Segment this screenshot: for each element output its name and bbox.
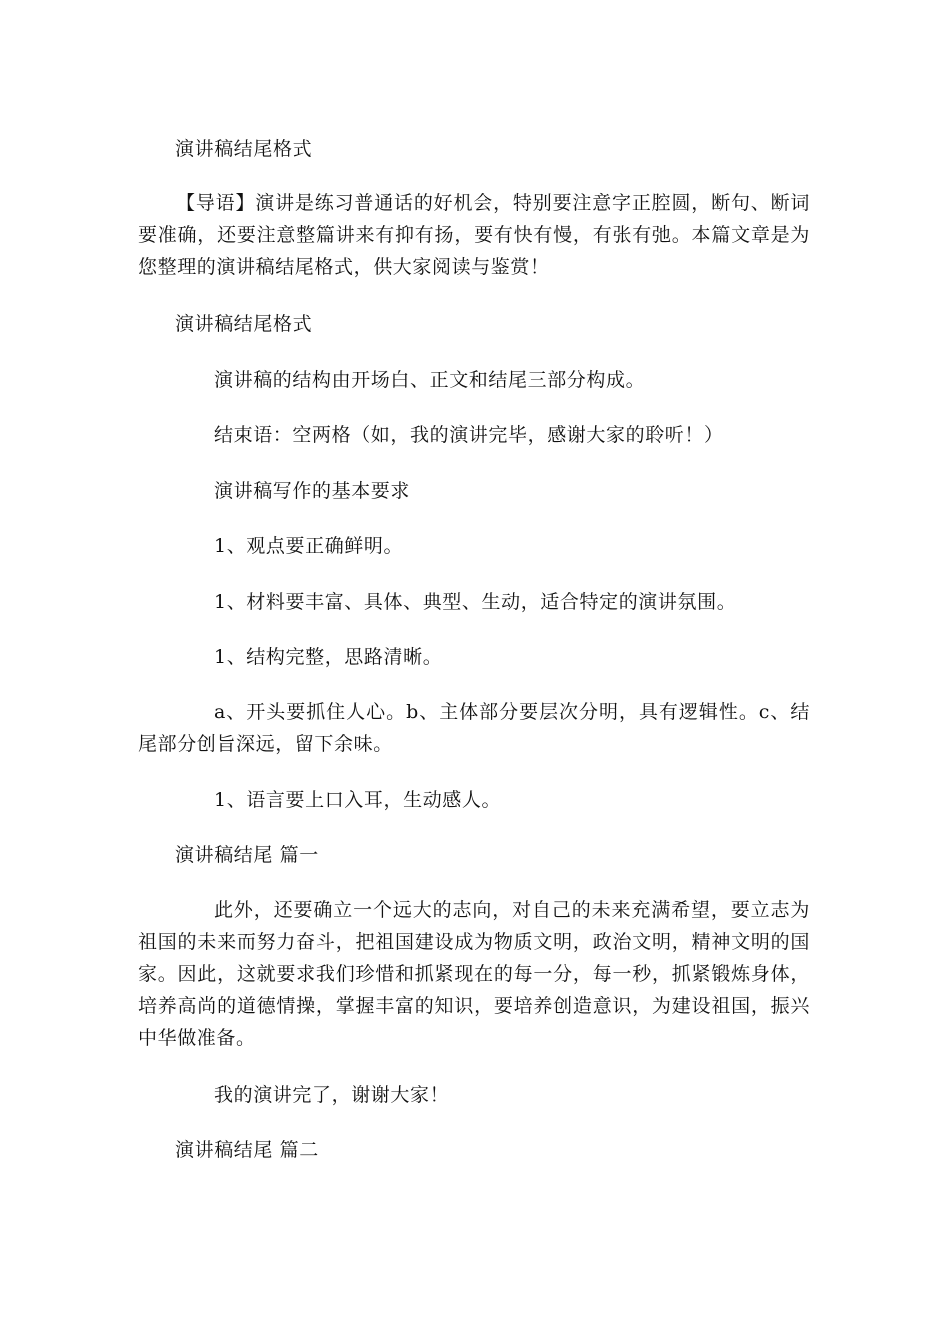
requirement-item: 1、观点要正确鲜明。 bbox=[214, 535, 404, 557]
document-title: 演讲稿结尾格式 bbox=[175, 138, 313, 160]
requirement-item: 1、语言要上口入耳，生动感人。 bbox=[214, 789, 502, 811]
part2-heading: 演讲稿结尾 篇二 bbox=[175, 1139, 319, 1161]
part1-body: 此外，还要确立一个远大的志向，对自己的未来充满希望，要立志为祖国的未来而努力奋斗，把祖国建设成为物质文明，政治文明，精神文明的国家。因此，这就要求我们珍惜和抓紧现在的每一分，每一秒，抓紧锻炼身体，培养高尚的道德情操，掌握丰富的知识，要培养创造意识，为建设祖国，振兴中华做准备。 bbox=[138, 899, 810, 1049]
intro-paragraph: 【导语】演讲是练习普通话的好机会，特别要注意字正腔圆，断句、断词要准确，还要注意整篇讲来有抑有扬，要有快有慢，有张有弛。本篇文章是为您整理的演讲稿结尾格式，供大家阅读与鉴赏！ bbox=[138, 192, 810, 278]
requirement-item: 1、材料要丰富、具体、典型、生动，适合特定的演讲氛围。 bbox=[214, 591, 737, 613]
part1-heading: 演讲稿结尾 篇一 bbox=[175, 844, 319, 866]
requirement-item: 1、结构完整，思路清晰。 bbox=[214, 646, 443, 668]
part1-end: 我的演讲完了，谢谢大家！ bbox=[214, 1084, 450, 1106]
section-heading: 演讲稿结尾格式 bbox=[175, 313, 313, 335]
requirement-detail: a、开头要抓住人心。b、主体部分要层次分明，具有逻辑性。c、结尾部分创旨深远，留下余味。 bbox=[138, 701, 810, 755]
structure-line: 演讲稿的结构由开场白、正文和结尾三部分构成。 bbox=[214, 369, 646, 391]
closing-line: 结束语：空两格（如，我的演讲完毕，感谢大家的聆听！） bbox=[214, 424, 724, 446]
requirements-heading: 演讲稿写作的基本要求 bbox=[214, 480, 411, 502]
